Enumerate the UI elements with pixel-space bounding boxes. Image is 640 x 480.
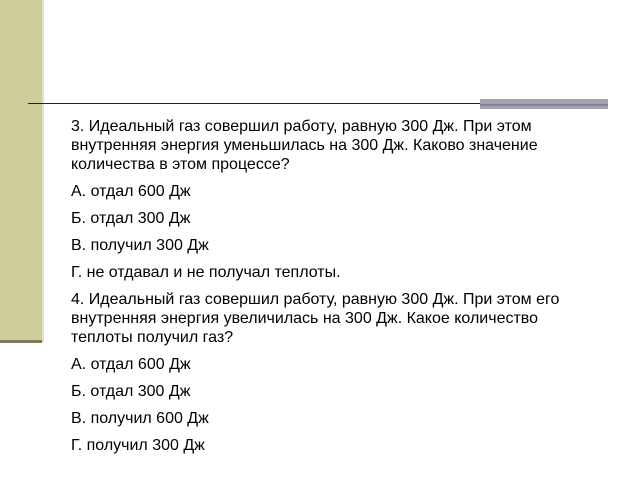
question-3-option-b: Б. отдал 300 Дж: [71, 210, 191, 227]
slide-content: [71, 117, 601, 455]
question-4-text: 4. Идеальный газ совершил работу, равную 300 Дж. При этом его внутренняя энергия увеличилась на 300 Дж. Какое количество теплоты получил газ?: [71, 291, 560, 346]
accent-rule: [480, 104, 608, 106]
question-4-option-d: Г. получил 300 Дж: [71, 437, 205, 454]
title-divider-line: [28, 103, 480, 104]
question-3-option-a: А. отдал 600 Дж: [71, 183, 191, 200]
question-3-text: 3. Идеальный газ совершил работу, равную 300 Дж. При этом внутренняя энергия уменьшилась на 300 Дж. Каково значение количества в этом процессе?: [71, 118, 538, 173]
question-3-option-d: Г. не отдавал и не получал теплоты.: [71, 264, 341, 281]
left-decorative-bar: [0, 0, 42, 342]
question-4-option-a: А. отдал 600 Дж: [71, 356, 191, 373]
question-3-option-c: В. получил 300 Дж: [71, 237, 209, 254]
left-bar-bottom-rule: [0, 340, 42, 343]
question-4-option-b: Б. отдал 300 Дж: [71, 383, 191, 400]
question-4-option-c: В. получил 600 Дж: [71, 410, 209, 427]
left-bar-shadow: [42, 0, 44, 342]
